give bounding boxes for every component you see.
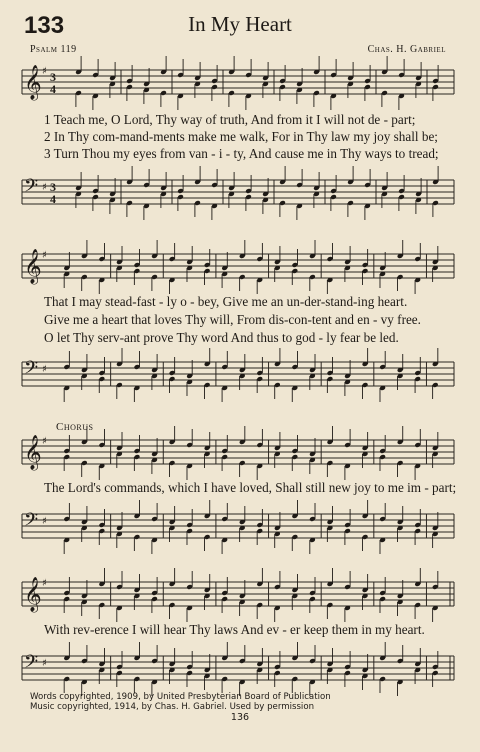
- time-signature-bottom: 4: [50, 82, 56, 96]
- lyric-verse-1: That I may stead-fast - ly o - bey, Give me an un-der-stand-ing heart.: [44, 294, 408, 309]
- chorus-lyric-line-1: The Lord's commands, which I have loved, Shall still new joy to me im - part;: [44, 480, 457, 495]
- composer-credit: Chas. H. Gabriel: [367, 44, 446, 55]
- treble-clef-icon: 𝄞: [24, 65, 42, 100]
- sharp-icon: ♯: [42, 66, 47, 77]
- treble-staff: [0, 62, 480, 112]
- sharp-icon: ♯: [42, 516, 47, 527]
- bass-clef-icon: 𝄢: [24, 176, 39, 201]
- time-signature-top: 3: [50, 180, 56, 194]
- words-copyright: Words copyrighted, 1909, by United Presbyterian Board of Publication: [30, 692, 331, 702]
- bass-staff: [0, 506, 480, 556]
- treble-staff: [0, 432, 480, 482]
- bass-clef-icon: 𝄢: [24, 358, 39, 383]
- sharp-icon: ♯: [42, 436, 47, 447]
- sharp-icon: ♯: [42, 364, 47, 375]
- treble-clef-icon: 𝄞: [24, 249, 42, 284]
- treble-clef-icon: 𝄞: [24, 435, 42, 470]
- bass-clef-icon: 𝄢: [24, 510, 39, 535]
- treble-clef-icon: 𝄞: [24, 577, 42, 612]
- hymn-number: 133: [24, 12, 65, 39]
- lyric-verse-1: 1 Teach me, O Lord, Thy way of truth, And from it I will not de - part;: [44, 112, 416, 127]
- chorus-label: Chorus: [56, 421, 94, 433]
- scripture-source: Psalm 119: [30, 44, 77, 55]
- time-signature-top: 3: [50, 70, 56, 84]
- sharp-icon: ♯: [42, 182, 47, 193]
- bass-staff: [0, 172, 480, 222]
- treble-staff: [0, 574, 480, 624]
- bass-staff: [0, 354, 480, 404]
- page-number: 136: [230, 712, 250, 723]
- lyric-verse-3: 3 Turn Thou my eyes from van - i - ty, And cause me in Thy ways to tread;: [44, 146, 439, 161]
- chorus-lyric-line-2: With rev-erence I will hear Thy laws And ev - er keep them in my heart.: [44, 622, 425, 637]
- lyric-verse-3: O let Thy serv-ant prove Thy word And thus to god - ly fear be led.: [44, 330, 399, 345]
- lyric-verse-2: Give me a heart that loves Thy will, From dis-con-tent and en - vy free.: [44, 312, 421, 327]
- music-copyright: Music copyrighted, 1914, by Chas. H. Gabriel. Used by permission: [30, 702, 315, 712]
- time-signature-bottom: 4: [50, 192, 56, 206]
- lyric-verse-2: 2 In Thy com-mand-ments make me walk, For in Thy law my joy shall be;: [44, 129, 438, 144]
- sharp-icon: ♯: [42, 658, 47, 669]
- bass-clef-icon: 𝄢: [24, 652, 39, 677]
- sharp-icon: ♯: [42, 250, 47, 261]
- sharp-icon: ♯: [42, 578, 47, 589]
- bass-staff: [0, 648, 480, 698]
- hymn-title: In My Heart: [188, 12, 292, 36]
- treble-staff: [0, 246, 480, 296]
